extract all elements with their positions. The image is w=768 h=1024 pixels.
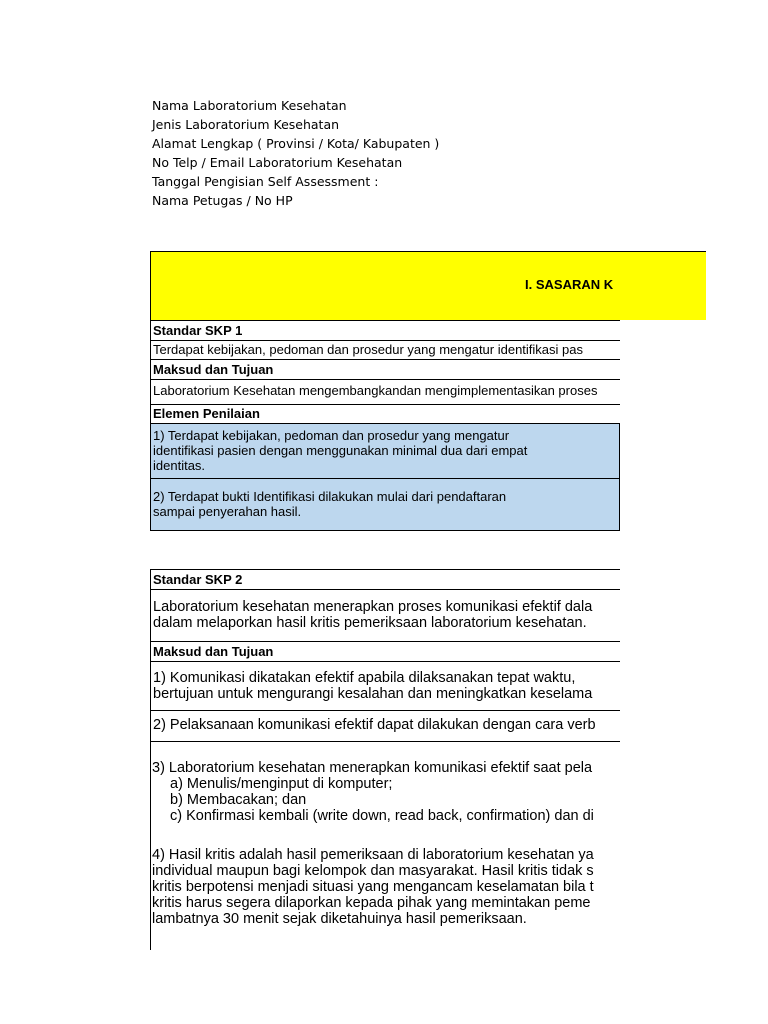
elemen-2-line-2: sampai penyerahan hasil.: [153, 504, 302, 519]
header-date: Tanggal Pengisian Self Assessment :: [152, 174, 379, 189]
maksud-3-item-c: c) Konfirmasi kembali (write down, read back, confirmation) dan di: [170, 808, 594, 824]
skp2-maksud-point-4: [152, 847, 620, 927]
section-banner: [150, 251, 706, 320]
maksud-1-line-1: 1) Komunikasi dikatakan efektif apabila dilaksanakan tepat waktu,: [153, 670, 576, 686]
skp1-standar-text: Terdapat kebijakan, pedoman dan prosedur yang mengatur identifikasi pas: [150, 340, 620, 359]
header-officer: Nama Petugas / No HP: [152, 193, 293, 208]
maksud-4-line-4: kritis harus segera dilaporkan kepada pihak yang memintakan peme: [152, 895, 591, 911]
header-lab-type: Jenis Laboratorium Kesehatan: [152, 117, 340, 132]
maksud-3-line-1: 3) Laboratorium kesehatan menerapkan komunikasi efektif saat pela: [152, 760, 593, 776]
maksud-4-line-1: 4) Hasil kritis adalah hasil pemeriksaan di laboratorium kesehatan ya: [152, 847, 594, 863]
section-title: I. SASARAN K: [525, 277, 614, 292]
header-address: Alamat Lengkap ( Provinsi / Kota/ Kabupaten ): [152, 136, 440, 151]
skp2-standar-line-1: Laboratorium kesehatan menerapkan proses komunikasi efektif dala: [153, 599, 593, 615]
skp2-maksud-point-2: 2) Pelaksanaan komunikasi efektif dapat dilakukan dengan cara verb: [150, 711, 620, 742]
skp2-standar-line-2: dalam melaporkan hasil kritis pemeriksaan laboratorium kesehatan.: [153, 615, 587, 631]
skp1-maksud-text: Laboratorium Kesehatan mengembangkandan mengimplementasikan proses: [150, 379, 620, 404]
maksud-3-item-a: a) Menulis/menginput di komputer;: [170, 776, 393, 792]
maksud-3-item-b: b) Membacakan; dan: [170, 792, 307, 808]
skp2-standar-text: [150, 589, 620, 641]
maksud-4-line-2: individual maupun bagi kelompok dan masyarakat. Hasil kritis tidak s: [152, 863, 594, 879]
table-left-border: [150, 742, 151, 950]
maksud-4-line-5: lambatnya 30 menit sejak diketahuinya hasil pemeriksaan.: [152, 911, 527, 927]
elemen-1-line-1: 1) Terdapat kebijakan, pedoman dan prosedur yang mengatur: [153, 428, 510, 443]
header-phone-email: No Telp / Email Laboratorium Kesehatan: [152, 155, 403, 170]
skp1-elemen-label: Elemen Penilaian: [150, 404, 620, 423]
header-lab-name: Nama Laboratorium Kesehatan: [152, 98, 347, 113]
elemen-1-line-2: identifikasi pasien dengan menggunakan minimal dua dari empat: [153, 443, 528, 458]
skp2-maksud-label: Maksud dan Tujuan: [150, 641, 620, 661]
maksud-1-line-2: bertujuan untuk mengurangi kesalahan dan meningkatkan keselama: [153, 686, 593, 702]
elemen-1-line-3: identitas.: [153, 458, 206, 473]
skp1-standar-label: Standar SKP 1: [150, 320, 620, 340]
skp2-maksud-point-3: [152, 760, 620, 824]
skp1-maksud-label: Maksud dan Tujuan: [150, 359, 620, 379]
skp1-elemen-2: [150, 478, 620, 531]
skp2-maksud-point-1: [150, 661, 620, 711]
skp2-standar-label: Standar SKP 2: [150, 569, 620, 589]
skp1-elemen-1: [150, 423, 620, 479]
document-header: [152, 96, 439, 210]
elemen-2-line-1: 2) Terdapat bukti Identifikasi dilakukan mulai dari pendaftaran: [153, 489, 507, 504]
maksud-4-line-3: kritis berpotensi menjadi situasi yang mengancam keselamatan bila t: [152, 879, 594, 895]
